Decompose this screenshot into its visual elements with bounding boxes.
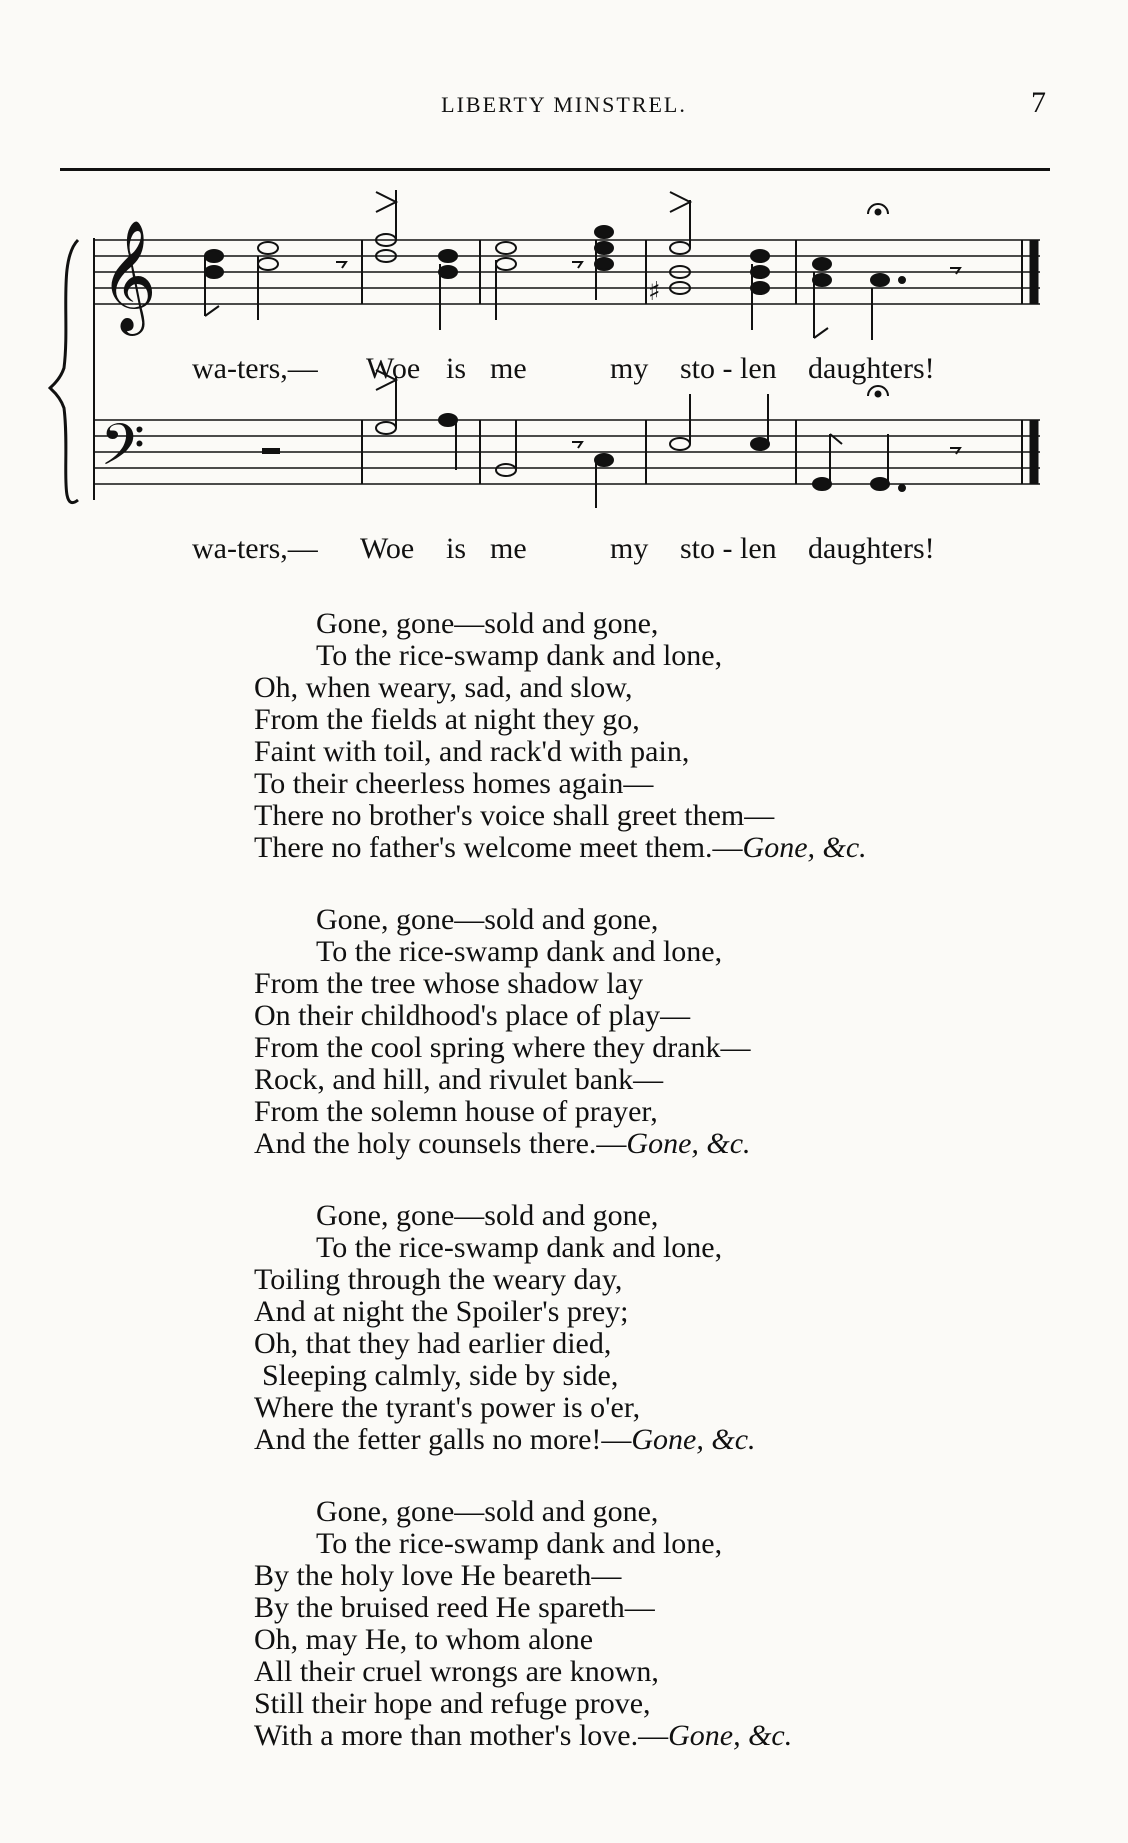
bass-clef: 𝄢 <box>100 411 146 493</box>
lyric-syllable: wa-ters,— <box>192 352 318 385</box>
lyric-syllable: daughters! <box>808 352 935 385</box>
verse-line: To the rice-swamp dank and lone, <box>316 1527 723 1560</box>
page-number: 7 <box>1031 86 1046 119</box>
treble-clef: 𝄞 <box>100 219 157 331</box>
lyric-syllable: my <box>610 352 649 385</box>
verse-line: Oh, that they had earlier died, <box>254 1327 612 1360</box>
bass-lyrics <box>0 532 1128 572</box>
verse-line: Oh, when weary, sad, and slow, <box>254 671 633 704</box>
verse-line: Gone, gone—sold and gone, <box>316 1199 659 1232</box>
lyric-syllable: Woe <box>366 352 421 385</box>
music-score <box>0 0 1128 520</box>
verse-line-last <box>254 1424 756 1456</box>
refrain-mark: Gone, &c. <box>742 831 867 864</box>
verse-line: To their cheerless homes again— <box>254 767 654 800</box>
running-header: LIBERTY MINSTREL. <box>441 92 687 117</box>
verse-line: From the cool spring where they drank— <box>254 1031 751 1064</box>
lyric-syllable: me <box>490 352 527 385</box>
verse-line: By the bruised reed He spareth— <box>254 1591 655 1624</box>
verse-line: Rock, and hill, and rivulet bank— <box>254 1063 664 1096</box>
verse-line: Oh, may He, to whom alone <box>254 1623 594 1656</box>
verse-line: Where the tyrant's power is o'er, <box>254 1391 641 1424</box>
verse-line: From the tree whose shadow lay <box>254 967 644 1000</box>
lyric-syllable: sto - len <box>680 352 777 385</box>
lyric-syllable: is <box>446 352 467 385</box>
refrain-mark: Gone, &c. <box>626 1127 751 1160</box>
verse-line: By the holy love He beareth— <box>254 1559 622 1592</box>
verse-line-text: There no father's welcome meet them.— <box>254 831 743 864</box>
verse-line-text: And the fetter galls no more!— <box>254 1423 632 1456</box>
verse-line: Faint with toil, and rack'd with pain, <box>254 735 690 768</box>
verse-line: To the rice-swamp dank and lone, <box>316 639 723 672</box>
verse-line-text: And the holy counsels there.— <box>254 1127 627 1160</box>
treble-lyrics <box>0 352 1128 392</box>
verse-line: Sleeping calmly, side by side, <box>262 1359 619 1392</box>
verse-line: From the fields at night they go, <box>254 703 640 736</box>
verse-line: From the solemn house of prayer, <box>254 1095 658 1128</box>
lyric-syllable: wa-ters,— <box>192 532 318 565</box>
refrain-mark: Gone, &c. <box>668 1719 793 1752</box>
verse-line: To the rice-swamp dank and lone, <box>316 1231 723 1264</box>
verse-line: Gone, gone—sold and gone, <box>316 1495 659 1528</box>
lyric-syllable: me <box>490 532 527 565</box>
refrain-mark: Gone, &c. <box>631 1423 756 1456</box>
verse-line: Gone, gone—sold and gone, <box>316 903 659 936</box>
verse-line: On their childhood's place of play— <box>254 999 691 1032</box>
lyric-syllable: Woe <box>360 532 415 565</box>
verse-line-last <box>254 1720 792 1752</box>
verse-line: There no brother's voice shall greet them— <box>254 799 775 832</box>
treble-notes <box>205 190 960 340</box>
verse-line: Gone, gone—sold and gone, <box>316 607 659 640</box>
treble-staff <box>94 240 1040 304</box>
verse-line: All their cruel wrongs are known, <box>254 1655 659 1688</box>
verse-line-last <box>254 1128 751 1160</box>
lyric-syllable: daughters! <box>808 532 935 565</box>
verse-line: And at night the Spoiler's prey; <box>254 1295 629 1328</box>
verse-line-text: With a more than mother's love.— <box>254 1719 669 1752</box>
verse-line: Toiling through the weary day, <box>254 1263 623 1296</box>
bass-staff <box>94 420 1040 484</box>
lyric-syllable: my <box>610 532 649 565</box>
svg-text:♯: ♯ <box>648 277 661 307</box>
verse-line-last <box>254 832 867 864</box>
lyric-syllable: is <box>446 532 467 565</box>
lyric-syllable: sto - len <box>680 532 777 565</box>
verse-line: To the rice-swamp dank and lone, <box>316 935 723 968</box>
verse-line: Still their hope and refuge prove, <box>254 1687 651 1720</box>
